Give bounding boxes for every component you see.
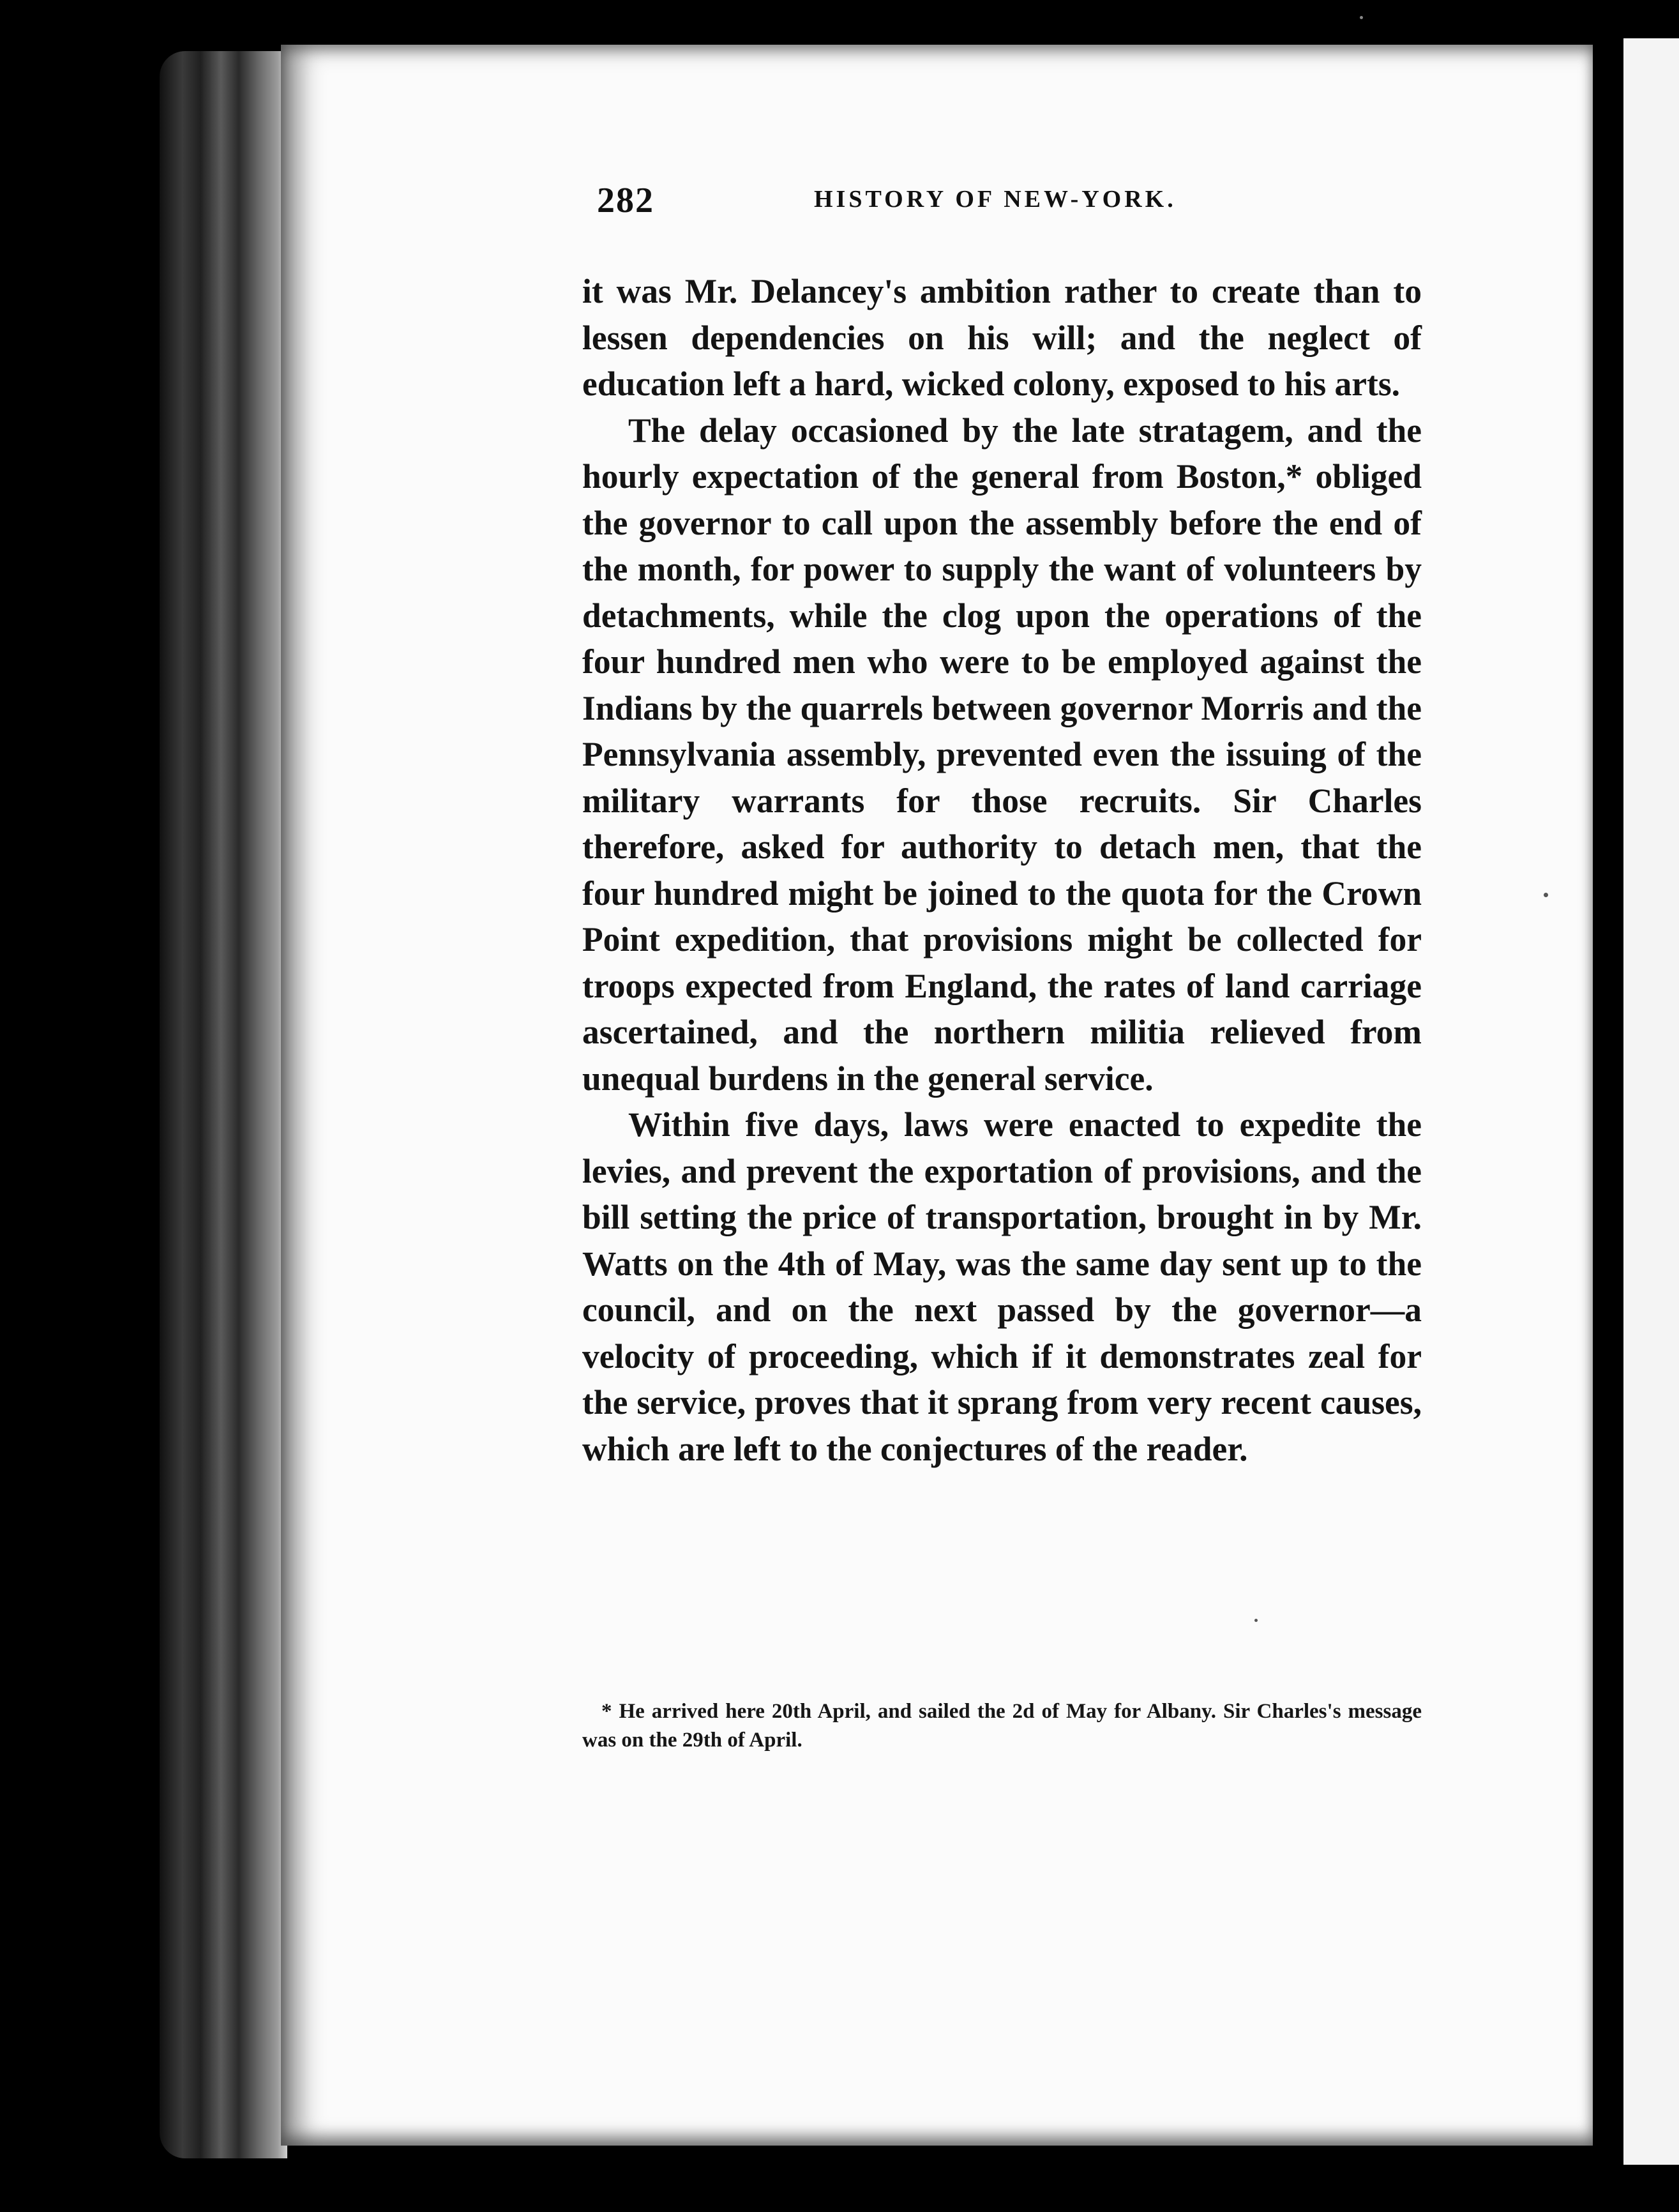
paper-speck <box>1544 893 1548 897</box>
paragraph-2: The delay occasioned by the late stratagem, and the hourly expectation of the general from Boston,* obliged the governor to call upon the assembly before the end of the month, for power to supply the want of volunteers by detachments, while the clog upon the operations of the four hundred men who were to be employed against the Indians by the quarrels between governor Morris and the Pennsylvania assembly, prevented even the issuing of the military warrants for those recruits. Sir Charles therefore, asked for authority to detach men, that the four hundred might be joined to the quota for the Crown Point expedition, that provisions might be collected for troops expected from England, the rates of land carriage ascertained, and the northern militia relieved from unequal burdens in the general service. <box>582 411 1422 1098</box>
footnote: * He arrived here 20th April, and sailed the 2d of May for Albany. Sir Charles's message was on the 29th of April. <box>582 1700 1422 1752</box>
paragraph-3: Within five days, laws were enacted to expedite the levies, and prevent the exportation of provisions, and the bill setting the price of transportation, brought in by Mr. Watts on the 4th of May, was the same day sent up to the council, and on the next passed by the governor—a velocity of proceeding, which if it demonstrates zeal for the service, proves that it sprang from very recent causes, which are left to the conjectures of the reader. <box>582 1105 1422 1468</box>
running-title: HISTORY OF NEW-YORK. <box>814 186 1177 213</box>
page-number: 282 <box>597 181 654 220</box>
paragraph-1: it was Mr. Delancey's ambition rather to create than to lessen dependencies on his will; and the neglect of education left a hard, wicked colony, exposed to his arts. <box>582 272 1422 403</box>
paper-speck <box>1360 16 1363 19</box>
running-header <box>597 180 1420 218</box>
paper-speck <box>1254 1619 1258 1622</box>
facing-page-edge <box>1612 38 1679 2165</box>
body-text <box>582 268 1422 1472</box>
book-binding-edge <box>160 51 287 2158</box>
